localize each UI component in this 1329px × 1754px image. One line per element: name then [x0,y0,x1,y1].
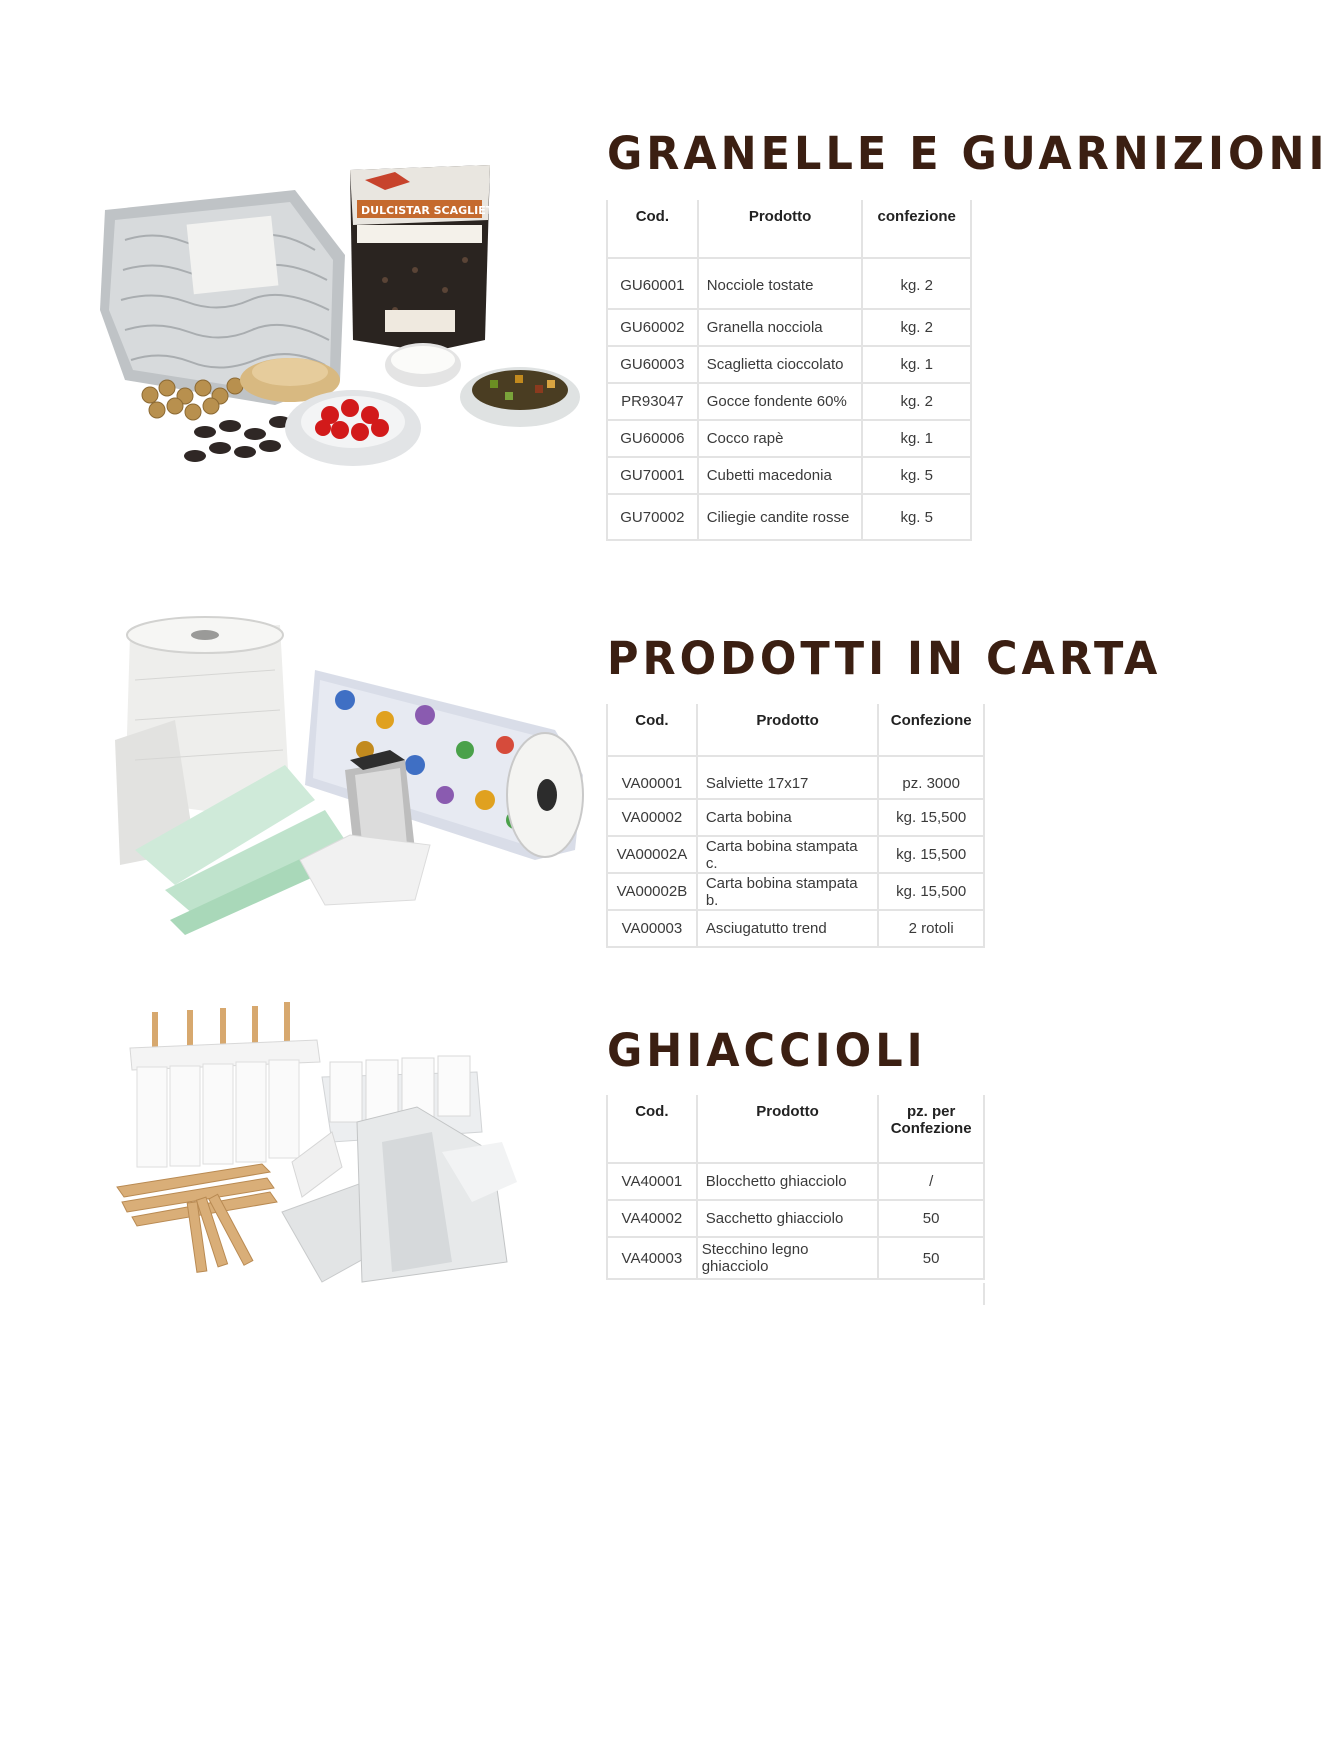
cell-code: VA00002 [607,799,697,836]
cell-product: Stecchino legno ghiacciolo [697,1237,879,1279]
cell-product: Salviette 17x17 [697,756,879,799]
cell-product: Sacchetto ghiacciolo [697,1200,879,1237]
cell-product: Ciliegie candite rosse [698,494,863,540]
cell-code: VA00001 [607,756,697,799]
header-pack: Confezione [878,704,984,756]
header-code: Cod. [607,1095,697,1163]
table-row [607,1200,984,1237]
cell-pack: kg. 5 [862,457,971,494]
cell-code: VA00003 [607,910,697,947]
cell-code: VA40002 [607,1200,697,1237]
cell-code: GU60002 [607,309,698,346]
cell-product: Granella nocciola [698,309,863,346]
cell-pack: kg. 2 [862,258,971,309]
cell-code: PR93047 [607,383,698,420]
table-row [607,836,984,873]
cell-code: VA00002A [607,836,697,873]
cell-pack: / [878,1163,984,1200]
section-title-ghiaccioli: GHIACCIOLI [607,1025,927,1078]
cell-code: GU70002 [607,494,698,540]
table-row [607,309,971,346]
cell-product: Carta bobina stampata b. [697,873,879,910]
table-row [607,457,971,494]
cell-product: Blocchetto ghiacciolo [697,1163,879,1200]
header-pack [878,1095,984,1163]
cell-product: Asciugatutto trend [697,910,879,947]
table-row [607,1237,984,1279]
table-row [607,910,984,947]
cell-code: VA00002B [607,873,697,910]
cell-code: VA40003 [607,1237,697,1279]
table-divider [983,1283,985,1305]
cell-product: Cubetti macedonia [698,457,863,494]
table-header-row [607,704,984,756]
cell-pack: kg. 1 [862,420,971,457]
cell-pack: 50 [878,1237,984,1279]
table-row [607,873,984,910]
table-row [607,756,984,799]
cell-pack: kg. 2 [862,383,971,420]
cell-code: GU60006 [607,420,698,457]
cell-pack: kg. 1 [862,346,971,383]
header-product: Prodotto [697,704,879,756]
table-row [607,346,971,383]
cell-pack: kg. 15,500 [878,873,984,910]
ghiaccioli-table [606,1095,985,1280]
table-row [607,799,984,836]
cell-code: VA40001 [607,1163,697,1200]
cell-code: GU70001 [607,457,698,494]
cell-product: Cocco rapè [698,420,863,457]
cell-product: Carta bobina stampata c. [697,836,879,873]
cell-pack: kg. 5 [862,494,971,540]
cell-code: GU60001 [607,258,698,309]
header-code: Cod. [607,704,697,756]
carta-product-photo [115,620,595,940]
cell-code: GU60003 [607,346,698,383]
header-pack-line2: Confezione [890,1120,972,1137]
header-code: Cod. [607,200,698,258]
section-title-granelle: GRANELLE E GUARNIZIONI [607,128,1329,181]
carta-table [606,704,985,948]
table-header-row [607,1095,984,1163]
table-header-row [607,200,971,258]
section-title-carta: PRODOTTI IN CARTA [607,633,1162,686]
table-row [607,1163,984,1200]
header-pack: confezione [862,200,971,258]
cell-product: Gocce fondente 60% [698,383,863,420]
granelle-product-photo [95,160,595,520]
header-product: Prodotto [697,1095,879,1163]
cell-product: Carta bobina [697,799,879,836]
table-row [607,420,971,457]
scaglietta-bag-label: DULCISTAR SCAGLIETTA [361,204,509,217]
cell-pack: kg. 15,500 [878,836,984,873]
header-product: Prodotto [698,200,863,258]
cell-pack: pz. 3000 [878,756,984,799]
cell-pack: kg. 2 [862,309,971,346]
header-pack-line1: pz. per [906,1103,956,1120]
table-row [607,494,971,540]
granelle-table [606,200,972,541]
cell-product: Nocciole tostate [698,258,863,309]
cell-product: Scaglietta cioccolato [698,346,863,383]
cell-pack: 2 rotoli [878,910,984,947]
table-row [607,383,971,420]
ghiaccioli-product-photo [112,992,592,1322]
cell-pack: 50 [878,1200,984,1237]
cell-pack: kg. 15,500 [878,799,984,836]
table-row [607,258,971,309]
